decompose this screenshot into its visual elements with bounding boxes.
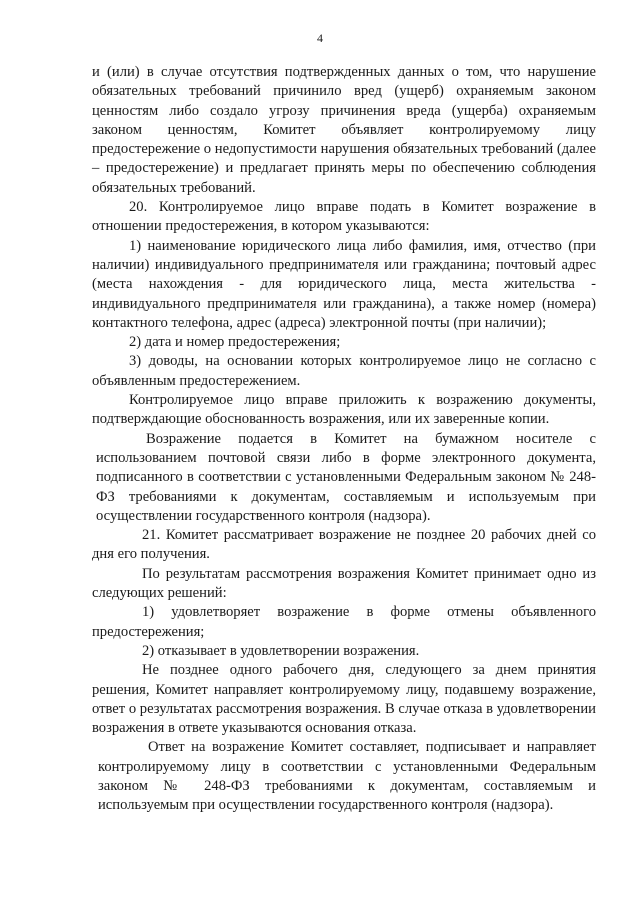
page-number: 4 <box>317 31 323 45</box>
paragraph-clause-20: 20. Контролируемое лицо вправе подать в Комитет возражение в отношении предостережения, в котором указываются: <box>92 199 596 235</box>
paragraph-continuation: и (или) в случае отсутствия подтвержденных данных о том, что нарушение обязательных требований причинило вред (ущерб) охраняемым законом ценностям либо создало угрозу причинения вреда (ущерба) охраняемым законом ценностям, Комитет объявляет контролируемому лицу предостережение о недопустимости нарушения обязательных требований (далее – предостережение) и предлагает принять меры по обеспечению соблюдения обязательных требований. <box>92 64 596 196</box>
paragraph-decision-2: 2) отказывает в удовлетворении возражения. <box>142 642 420 659</box>
paragraph-response: Ответ на возражение Комитет составляет, подписывает и направляет контролируемому лицу в соответствии с установленными Федеральным законом № 248-ФЗ требованиями к документам, составляемым и используемым при осуществлении государственного контроля (надзора). <box>98 739 596 814</box>
paragraph-clause-20-item-1: 1) наименование юридического лица либо фамилия, имя, отчество (при наличии) индивидуального предпринимателя или гражданина; почтовый адрес (места нахождения - для юридического лица, места жительства - индивидуального предпринимателя или гражданина), а также номер (номера) контактного телефона, адрес (адреса) электронной почты (при наличии); <box>92 237 596 331</box>
paragraph-clause-21: 21. Комитет рассматривает возражение не позднее 20 рабочих дней со дня его получения. <box>92 527 596 563</box>
paragraph-attach-documents: Контролируемое лицо вправе приложить к возражению документы, подтверждающие обоснованность возражения, или их заверенные копии. <box>92 392 596 428</box>
paragraph-clause-20-item-2: 2) дата и номер предостережения; <box>129 334 341 351</box>
paragraph-clause-20-item-3: 3) доводы, на основании которых контролируемое лицо не согласно с объявленным предостережением. <box>92 353 596 389</box>
paragraph-decisions: По результатам рассмотрения возражения Комитет принимает одно из следующих решений: <box>92 565 596 602</box>
paragraph-notify: Не позднее одного рабочего дня, следующего за днем принятия решения, Комитет направляет контролируемому лицу, подавшему возражение, ответ о результатах рассмотрения возражения. В случае отказа в удовлетворении возражения в ответе указываются основания отказа. <box>92 662 596 737</box>
paragraph-decision-1: 1) удовлетворяет возражение в форме отмены объявленного предостережения; <box>92 604 596 640</box>
paragraph-submission: Возражение подается в Комитет на бумажном носителе с использованием почтовой связи либо в форме электронного документа, подписанного в соответствии с установленными Федеральным законом № 248-ФЗ требованиями к документам, составляемым и используемым при осуществлении государственного контроля (надзора). <box>96 430 596 524</box>
document-body <box>92 63 596 816</box>
